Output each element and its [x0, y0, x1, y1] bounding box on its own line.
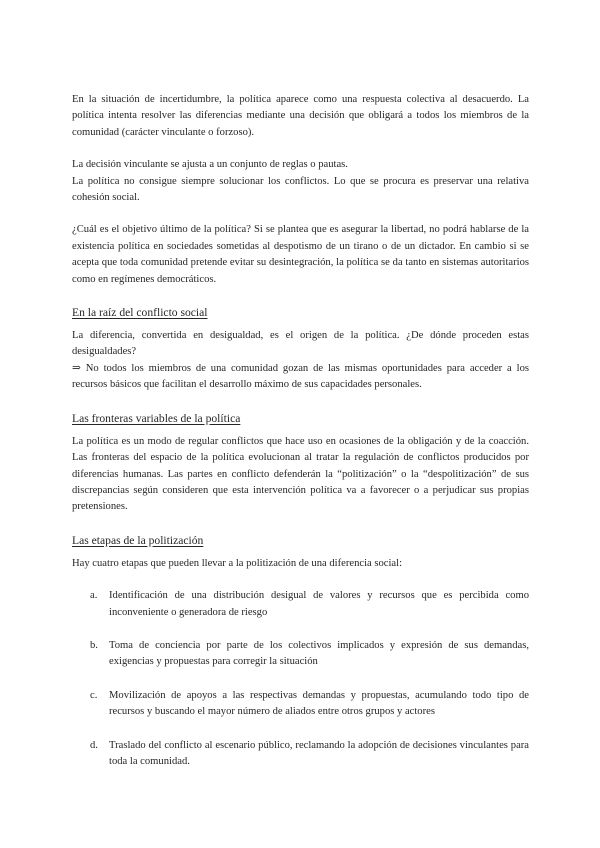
- intro-paragraph-2a: La decisión vinculante se ajusta a un conjunto de reglas o pautas.: [72, 159, 348, 171]
- list-item-text: Toma de conciencia por parte de los colectivos implicados y expresión de sus demandas, exigencias y propuestas para corregir la situación: [109, 639, 529, 668]
- list-item-text: Identificación de una distribución desigual de valores y recursos que es percibida como inconveniente o generadora de riesgo: [109, 590, 529, 618]
- section2-paragraph-1: La política es un modo de regular conflictos que hace uso en ocasiones de la obligación y de la coacción. Las fronteras del espacio de la política evolucionan al tratar la regulación de conflictos producidos por diferencias humanas. Las partes en conflicto defenderán la “politización” o la “despolitización” de sus discrepancias según consideren que esta intervención política va a favorecer o a perjudicar sus propias pretensiones.: [72, 435, 529, 513]
- intro-paragraph-1: En la situación de incertidumbre, la política aparece como una respuesta colectiva al desacuerdo. La política intenta resolver las diferencias mediante una decisión que obligará a todos los miembros de la comunidad (carácter vinculante o forzoso).: [72, 94, 529, 138]
- list-item-text: Traslado del conflicto al escenario público, reclamando la adopción de decisiones vinculantes para toda la comunidad.: [109, 739, 529, 767]
- intro-paragraph-3: ¿Cuál es el objetivo último de la política? Si se plantea que es asegurar la libertad, no podrá hablarse de la existencia política en sociedades sometidas al despotismo de un tirano o de un dictador. En cambio si se acepta que toda comunidad pretende evitar su desintegración, la política se da tanto en sistemas autoritarios como en regímenes democráticos.: [72, 224, 529, 285]
- section-heading-fronteras: Las fronteras variables de la política: [72, 411, 241, 425]
- section-heading-etapas: Las etapas de la politización: [72, 533, 204, 547]
- section3-intro: Hay cuatro etapas que pueden llevar a la politización de una diferencia social:: [72, 557, 403, 569]
- list-item-letter: c.: [90, 689, 98, 701]
- list-item-text: Movilización de apoyos a las respectivas demandas y propuestas, acumulando todo tipo de recursos y buscando el mayor número de aliados entre otros grupos y actores: [109, 689, 529, 718]
- list-item-letter: b.: [90, 639, 98, 651]
- list-item: [90, 738, 529, 771]
- list-item-letter: d.: [90, 739, 98, 751]
- section1-paragraph-2: ⇒ No todos los miembros de una comunidad gozan de las mismas oportunidades para acceder a los recursos básicos que facilitan el desarrollo máximo de sus capacidades personales.: [72, 362, 529, 391]
- list-item-letter: a.: [90, 590, 98, 602]
- document-page: [72, 92, 529, 770]
- section1-paragraph-1: La diferencia, convertida en desigualdad, es el origen de la política. ¿De dónde proceden estas desigualdades?: [72, 330, 529, 358]
- list-item: [90, 688, 529, 721]
- list-item: [90, 588, 529, 621]
- intro-paragraph-2b: La política no consigue siempre solucionar los conflictos. Lo que se procura es preservar una relativa cohesión social.: [72, 175, 529, 204]
- stages-list: [72, 588, 529, 770]
- section-heading-conflicto: En la raíz del conflicto social: [72, 306, 208, 320]
- list-item: [90, 638, 529, 671]
